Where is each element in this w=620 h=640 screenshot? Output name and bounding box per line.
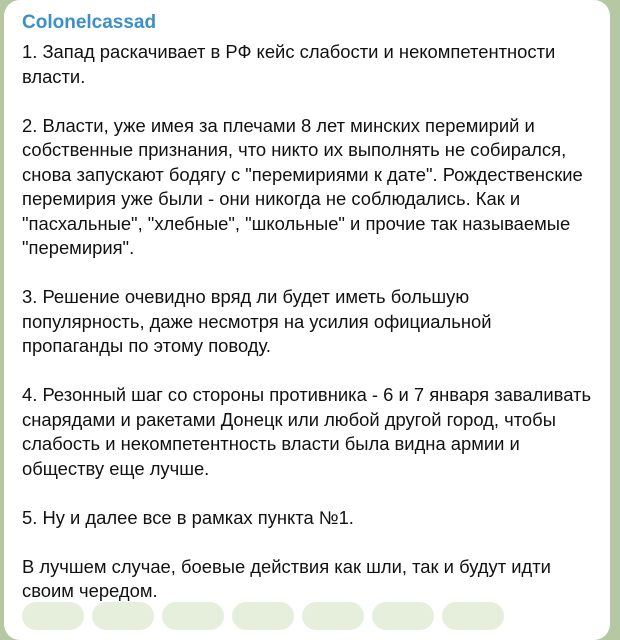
message-text — [22, 40, 596, 604]
reaction-chip[interactable] — [302, 602, 364, 630]
paragraph-1: 1. Запад раскачивает в РФ кейс слабости и некомпетентности власти. — [22, 41, 556, 87]
paragraph-2: 2. Власти, уже имея за плечами 8 лет минских перемирий и собственные признания, что никто их выполнять не собирался, снова запускают бодягу с "перемириями к дате". Рождественские перемирия уже были - они никогда не соблюдались. Как и "пасхальные", "хлебные", "школьные" и прочие так называемые "перемирия". — [22, 114, 583, 258]
reaction-chip[interactable] — [232, 602, 294, 630]
paragraph-4: 4. Резонный шаг со стороны противника - 6 и 7 января заваливать снарядами и ракетами Донецк или любой другой город, чтобы слабость и некомпетентность власти была видна армии и обществу еще лучше. — [22, 384, 592, 479]
reaction-chip[interactable] — [92, 602, 154, 630]
paragraph-5: 5. Ну и далее все в рамках пункта №1. — [22, 506, 354, 528]
reaction-chip[interactable] — [22, 602, 84, 630]
reaction-chip[interactable] — [442, 602, 504, 630]
channel-name[interactable]: Colonelcassad — [22, 12, 157, 33]
message-bubble — [4, 0, 610, 640]
paragraph-3: 3. Решение очевидно вряд ли будет иметь большую популярность, даже несмотря на усилия официальной пропаганды по этому поводу. — [22, 286, 492, 356]
reaction-chip[interactable] — [372, 602, 434, 630]
reactions-row — [22, 602, 504, 630]
paragraph-6: В лучшем случае, боевые действия как шли, так и будут идти своим чередом. — [22, 555, 551, 601]
reaction-chip[interactable] — [162, 602, 224, 630]
